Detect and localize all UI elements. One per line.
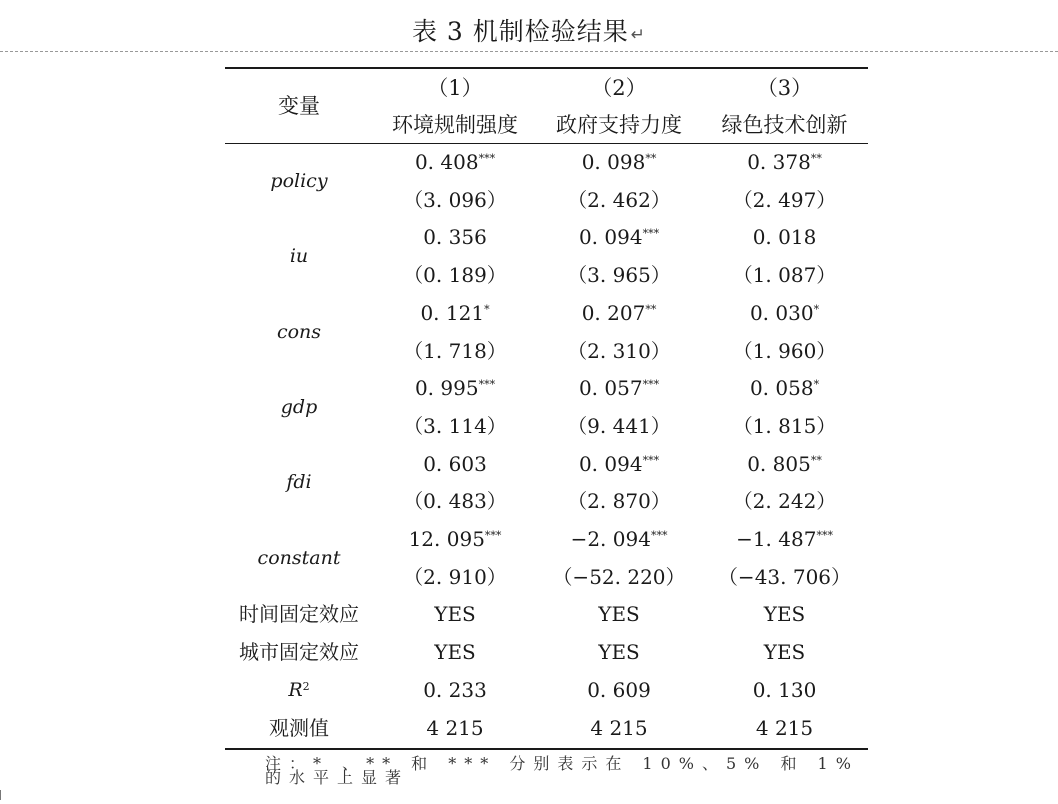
coefficient-cell: 0. 058* bbox=[749, 376, 820, 401]
header-variable-label: 变量 bbox=[278, 94, 320, 118]
value-cell: 4 215 bbox=[426, 715, 484, 740]
t-statistic-cell: （1. 960） bbox=[732, 338, 837, 363]
t-statistic-cell: （1. 718） bbox=[403, 338, 507, 363]
significance-stars: *** bbox=[478, 152, 496, 165]
significance-stars: ** bbox=[810, 453, 822, 467]
table-title bbox=[0, 12, 1058, 48]
significance-stars: *** bbox=[642, 453, 660, 467]
coefficient-cell: 0. 378** bbox=[747, 150, 822, 174]
t-statistic-cell: （9. 441） bbox=[567, 413, 671, 438]
t-statistic-cell: （2. 870） bbox=[567, 489, 671, 514]
significance-stars: * bbox=[813, 378, 820, 392]
row-label: 观测值 bbox=[269, 715, 329, 740]
footnote-partial: 注：* 、** 和 *** 分别表示在 10%、5% 和 1% 的水平上显著 bbox=[265, 754, 859, 787]
significance-stars: *** bbox=[816, 529, 833, 542]
coefficient-cell: −1. 487*** bbox=[736, 527, 833, 551]
superscript: 2 bbox=[302, 679, 310, 693]
t-statistic-cell: （0. 483） bbox=[403, 489, 507, 514]
significance-stars: *** bbox=[642, 227, 660, 241]
coefficient-cell: 0. 121* bbox=[420, 300, 490, 325]
t-statistic-cell: （2. 497） bbox=[732, 187, 837, 212]
header-col3-number: （3） bbox=[756, 76, 813, 100]
coefficient-cell: −2. 094*** bbox=[570, 527, 668, 551]
header-col1-number: （1） bbox=[427, 76, 483, 100]
variable-label: cons bbox=[276, 320, 322, 343]
header-col2-name: 政府支持力度 bbox=[556, 113, 682, 137]
table-bottom-rule bbox=[225, 748, 868, 750]
coefficient-cell: 12. 095*** bbox=[408, 527, 502, 551]
t-statistic-cell: （0. 189） bbox=[403, 263, 507, 288]
t-statistic-cell: （2. 242） bbox=[732, 489, 837, 514]
table-top-rule bbox=[225, 67, 868, 69]
table-header-rule bbox=[225, 143, 868, 144]
t-statistic-cell: （−43. 706） bbox=[717, 564, 852, 589]
significance-stars: ** bbox=[645, 302, 657, 316]
variable-label: constant bbox=[257, 546, 341, 569]
t-statistic-cell: （2. 462） bbox=[567, 187, 671, 212]
t-statistic-cell: （3. 096） bbox=[403, 187, 507, 212]
coefficient-cell: 0. 805** bbox=[747, 451, 822, 476]
coefficient-cell: 0. 356 bbox=[423, 225, 487, 250]
page-edge-marker bbox=[0, 790, 1, 800]
significance-stars: * bbox=[813, 302, 820, 316]
row-label: 城市固定效应 bbox=[239, 640, 359, 665]
coefficient-cell: 0. 094*** bbox=[578, 451, 660, 476]
header-col2-number: （2） bbox=[591, 76, 647, 100]
value-cell: YES bbox=[598, 602, 640, 627]
coefficient-cell: 0. 018 bbox=[752, 225, 817, 250]
significance-stars: *** bbox=[650, 529, 668, 542]
t-statistic-cell: （2. 910） bbox=[403, 564, 507, 589]
t-statistic-cell: （1. 815） bbox=[732, 413, 837, 438]
t-statistic-cell: （1. 087） bbox=[732, 263, 837, 288]
value-cell: YES bbox=[434, 602, 476, 627]
significance-stars: *** bbox=[478, 378, 496, 392]
value-cell: YES bbox=[763, 602, 806, 627]
coefficient-cell: 0. 408*** bbox=[414, 150, 496, 174]
significance-stars: ** bbox=[810, 152, 822, 165]
coefficient-cell: 0. 094*** bbox=[578, 225, 660, 250]
variable-label: policy bbox=[270, 169, 328, 192]
header-col3-name: 绿色技术创新 bbox=[721, 113, 848, 137]
value-cell: 4 215 bbox=[755, 715, 814, 740]
t-statistic-cell: （2. 310） bbox=[567, 338, 671, 363]
value-cell: YES bbox=[434, 640, 476, 665]
coefficient-cell: 0. 995*** bbox=[414, 376, 496, 401]
significance-stars: * bbox=[484, 302, 490, 316]
value-cell: 0. 130 bbox=[752, 677, 817, 702]
variable-label: fdi bbox=[286, 471, 312, 494]
table-title-text: 表 3 机制检验结果 bbox=[411, 17, 629, 46]
t-statistic-cell: （−52. 220） bbox=[552, 564, 686, 589]
value-cell: 4 215 bbox=[590, 715, 648, 740]
coefficient-cell: 0. 030* bbox=[749, 300, 820, 325]
page-margin-dashed-line bbox=[0, 51, 1058, 52]
variable-label: iu bbox=[289, 245, 309, 268]
t-statistic-cell: （3. 965） bbox=[567, 263, 671, 288]
value-cell: YES bbox=[598, 640, 640, 665]
coefficient-cell: 0. 057*** bbox=[578, 376, 660, 401]
significance-stars: *** bbox=[642, 378, 660, 392]
row-label: $R^2$ bbox=[288, 678, 310, 701]
coefficient-cell: 0. 098** bbox=[581, 150, 657, 174]
significance-stars: *** bbox=[484, 529, 502, 542]
header-col1-name: 环境规制强度 bbox=[392, 113, 518, 137]
value-cell: 0. 609 bbox=[587, 677, 651, 702]
significance-stars: ** bbox=[645, 152, 657, 165]
t-statistic-cell: （3. 114） bbox=[403, 413, 507, 438]
coefficient-cell: 0. 207** bbox=[581, 300, 657, 325]
paragraph-return-icon: ↵ bbox=[630, 25, 647, 45]
value-cell: 0. 233 bbox=[423, 677, 487, 702]
value-cell: YES bbox=[763, 640, 806, 665]
coefficient-cell: 0. 603 bbox=[423, 451, 487, 476]
variable-label: gdp bbox=[280, 396, 318, 419]
row-label: 时间固定效应 bbox=[239, 602, 359, 627]
